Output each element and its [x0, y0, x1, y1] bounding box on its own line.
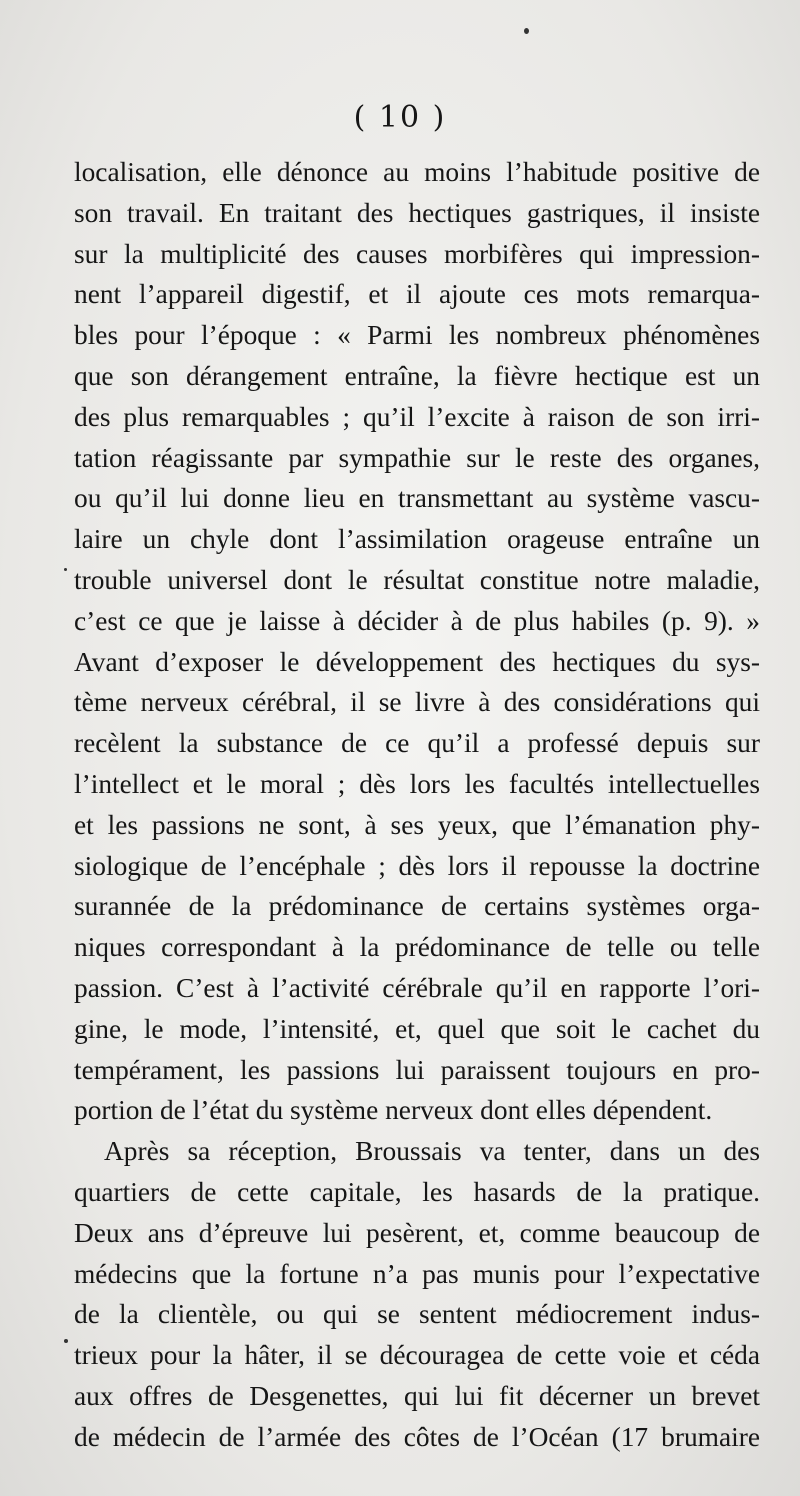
- text-line: laire un chyle dont l’assimilation orageuse entraîne un: [74, 524, 760, 555]
- text-line: médecins que la fortune n’a pas munis pour l’expectative: [74, 1258, 760, 1289]
- text-line: c’est ce que je laisse à décider à de plus habiles (p. 9). »: [74, 605, 760, 636]
- text-line: des plus remarquables ; qu’il l’excite à raison de son irri-: [74, 401, 760, 432]
- text-line: surannée de la prédominance de certains systèmes orga-: [74, 891, 760, 922]
- text-line: tempérament, les passions lui paraissent toujours en pro-: [74, 1054, 760, 1085]
- text-line: trieux pour la hâter, il se découragea de cette voie et céda: [74, 1340, 760, 1371]
- text-line: quartiers de cette capitale, les hasards de la pratique.: [74, 1176, 760, 1207]
- text-line: l’intellect et le moral ; dès lors les facultés intellectuelles: [74, 768, 760, 799]
- text-line: sur la multiplicité des causes morbifères qui impression-: [74, 238, 760, 269]
- text-line: ou qu’il lui donne lieu en transmettant au système vascu-: [74, 483, 760, 514]
- text-line: et les passions ne sont, à ses yeux, que l’émanation phy-: [74, 809, 760, 840]
- text-line: que son dérangement entraîne, la fièvre hectique est un: [74, 360, 760, 391]
- text-line: de la clientèle, ou qui se sentent médiocrement indus-: [74, 1299, 760, 1330]
- text-line: passion. C’est à l’activité cérébrale qu’il en rapporte l’ori-: [74, 972, 760, 1003]
- text-line: recèlent la substance de ce qu’il a professé depuis sur: [74, 728, 760, 759]
- ink-speck: [64, 1339, 68, 1343]
- text-line: portion de l’état du système nerveux dont elles dépendent.: [74, 1095, 713, 1126]
- page-number: ( 10 ): [353, 100, 447, 135]
- text-line: bles pour l’époque : « Parmi les nombreux phénomènes: [74, 320, 760, 351]
- ink-speck: [64, 568, 67, 571]
- text-line: trouble universel dont le résultat constitue notre maladie,: [74, 564, 760, 595]
- text-line: tation réagissante par sympathie sur le reste des organes,: [74, 442, 760, 473]
- text-line: localisation, elle dénonce au moins l’habitude positive de: [74, 157, 760, 187]
- text-line: de médecin de l’armée des côtes de l’Océan (17 brumaire: [74, 1421, 760, 1452]
- text-line: gine, le mode, l’intensité, et, quel que soit le cachet du: [74, 1013, 760, 1044]
- text-line: Deux ans d’épreuve lui pesèrent, et, comme beaucoup de: [74, 1217, 760, 1248]
- text-line: niques correspondant à la prédominance de telle ou telle: [74, 932, 760, 963]
- body-text: [74, 152, 760, 1458]
- text-line: aux offres de Desgenettes, qui lui fit décerner un brevet: [74, 1380, 760, 1411]
- text-line: siologique de l’encéphale ; dès lors il repousse la doctrine: [74, 850, 760, 881]
- ink-speck: [524, 28, 529, 34]
- text-line: tème nerveux cérébral, il se livre à des considérations qui: [74, 687, 760, 718]
- text-line: Avant d’exposer le développement des hectiques du sys-: [74, 646, 760, 677]
- text-line: son travail. En traitant des hectiques gastriques, il insiste: [74, 197, 760, 228]
- text-line: nent l’appareil digestif, et il ajoute ces mots remarqua-: [74, 279, 760, 310]
- paragraph-first-line: Après sa réception, Broussais va tenter, dans un des: [104, 1136, 760, 1167]
